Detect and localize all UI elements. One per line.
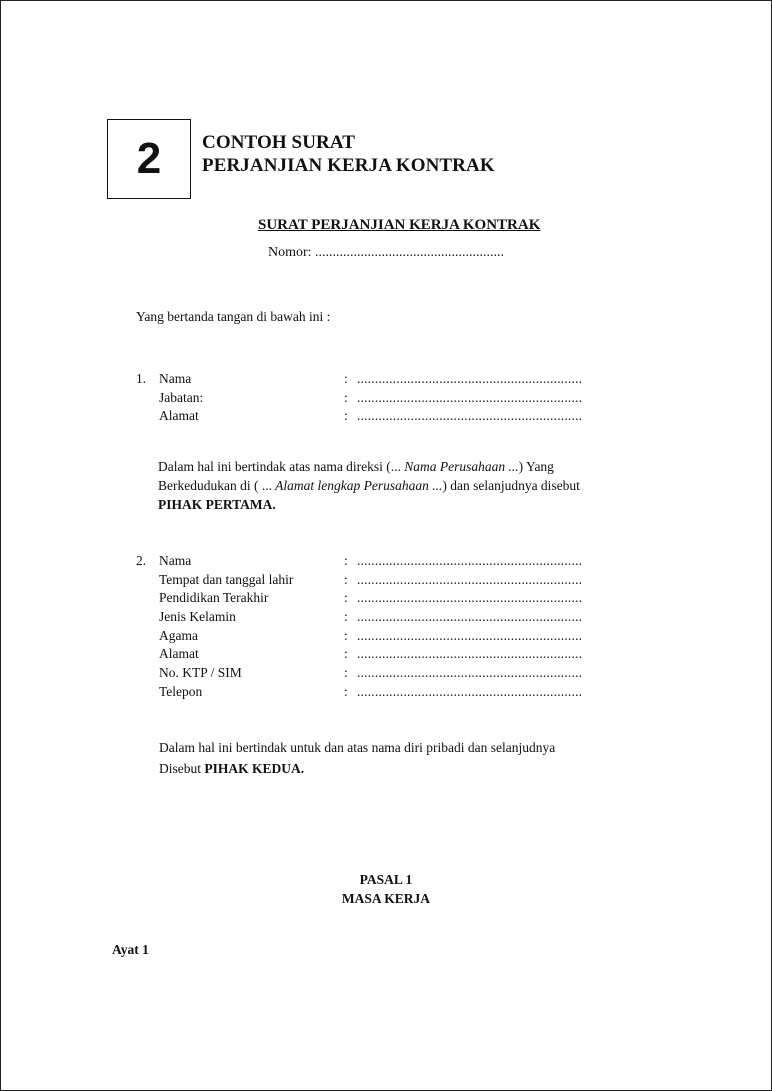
party2-field-label: Jenis Kelamin xyxy=(159,609,236,624)
party1-desc-line-1: Dalam hal ini bertindak atas nama direksi (... Nama Perusahaan ...) Yang xyxy=(158,459,554,474)
party1-number: 1. xyxy=(136,371,147,386)
field-colon: : xyxy=(344,590,348,605)
section-number-box: 2 xyxy=(107,119,191,199)
field-colon: : xyxy=(344,609,348,624)
party2-desc-line-1: Dalam hal ini bertindak untuk dan atas nama diri pribadi dan selanjudnya xyxy=(159,740,556,755)
party1-designation: PIHAK PERTAMA. xyxy=(158,497,276,512)
fill-in-blank: ............................................................... xyxy=(357,590,583,605)
fill-in-blank: ............................................................... xyxy=(357,665,583,680)
party1-field-label: Nama xyxy=(159,371,192,386)
field-colon: : xyxy=(344,646,348,661)
fill-in-blank: ............................................................... xyxy=(357,553,583,568)
party1-field-label: Jabatan: xyxy=(159,390,204,405)
party2-field-label: Tempat dan tanggal lahir xyxy=(159,572,294,587)
field-colon: : xyxy=(344,665,348,680)
intro-text: Yang bertanda tangan di bawah ini : xyxy=(136,309,331,324)
fill-in-blank: ............................................................... xyxy=(357,684,583,699)
company-address-placeholder: Alamat lengkap Perusahaan ... xyxy=(271,478,443,493)
field-colon: : xyxy=(344,628,348,643)
field-colon: : xyxy=(344,390,348,405)
article-subtitle: MASA KERJA xyxy=(341,891,431,906)
party2-field-label: No. KTP / SIM xyxy=(159,665,242,680)
heading-line-1: CONTOH SURAT xyxy=(202,132,356,153)
fill-in-blank: ............................................................... xyxy=(357,646,583,661)
party2-field-label: Alamat xyxy=(159,646,199,661)
company-name-placeholder: Nama Perusahaan ... xyxy=(400,459,519,474)
article-title: PASAL 1 xyxy=(359,872,413,887)
clause-label: Ayat 1 xyxy=(112,942,149,957)
field-colon: : xyxy=(344,684,348,699)
party2-field-label: Agama xyxy=(159,628,198,643)
fill-in-blank: ............................................................... xyxy=(357,390,583,405)
fill-in-blank: ............................................................... xyxy=(357,609,583,624)
fill-in-blank: ............................................................... xyxy=(357,572,583,587)
field-colon: : xyxy=(344,408,348,423)
document-number: Nomor: ...................................................... xyxy=(268,245,505,260)
party2-number: 2. xyxy=(136,553,147,568)
party1-field-label: Alamat xyxy=(159,408,199,423)
document-title: SURAT PERJANJIAN KERJA KONTRAK xyxy=(258,217,541,233)
party2-field-label: Pendidikan Terakhir xyxy=(159,590,269,605)
heading-line-2: PERJANJIAN KERJA KONTRAK xyxy=(202,155,495,176)
field-colon: : xyxy=(344,371,348,386)
party2-desc-line-2: Disebut PIHAK KEDUA. xyxy=(159,761,305,776)
fill-in-blank: ............................................................... xyxy=(357,408,583,423)
fill-in-blank: ............................................................... xyxy=(357,371,583,386)
party1-desc-line-2: Berkedudukan di ( ... Alamat lengkap Perusahaan ...) dan selanjudnya disebut xyxy=(158,478,580,493)
fill-in-blank: ............................................................... xyxy=(357,628,583,643)
party2-field-label: Nama xyxy=(159,553,192,568)
field-colon: : xyxy=(344,572,348,587)
party2-field-label: Telepon xyxy=(159,684,203,699)
field-colon: : xyxy=(344,553,348,568)
party2-designation: PIHAK KEDUA. xyxy=(204,761,305,776)
